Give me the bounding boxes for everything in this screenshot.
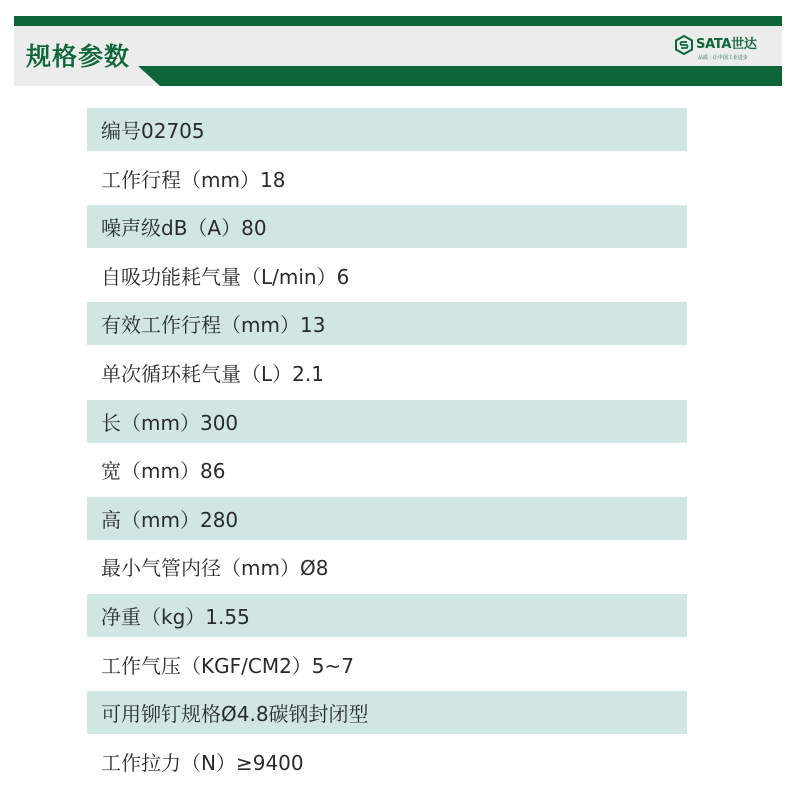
- spec-row: 宽（mm）86: [101, 459, 226, 484]
- spec-row: 可用铆钉规格Ø4.8碳钢封闭型: [87, 691, 687, 734]
- spec-row: 自吸功能耗气量（L/min）6: [101, 264, 350, 289]
- header-accent-bar: [138, 66, 782, 86]
- spec-row: 编号02705: [87, 108, 687, 151]
- page-title: 规格参数: [26, 42, 131, 71]
- spec-row: 工作行程（mm）18: [101, 167, 286, 192]
- spec-row: 净重（kg）1.55: [87, 594, 687, 637]
- spec-row: 单次循环耗气量（L）2.1: [101, 361, 324, 386]
- spec-row: 长（mm）300: [87, 400, 687, 443]
- spec-row: 高（mm）280: [87, 497, 687, 540]
- brand-name: SATA世达: [696, 37, 757, 52]
- header-top-bar: [14, 16, 782, 26]
- brand-logo: [674, 33, 774, 65]
- spec-row: 有效工作行程（mm）13: [87, 302, 687, 345]
- brand-tagline: 品质 · 让中国工业进步: [698, 55, 748, 61]
- spec-row: 噪声级dB（A）80: [87, 205, 687, 248]
- spec-row: 最小气管内径（mm）Ø8: [101, 556, 329, 581]
- spec-row: 工作拉力（N）≥9400: [101, 750, 304, 775]
- sata-logo-icon: [674, 35, 694, 55]
- spec-table: [87, 108, 687, 788]
- spec-row: 工作气压（KGF/CM2）5~7: [101, 653, 355, 678]
